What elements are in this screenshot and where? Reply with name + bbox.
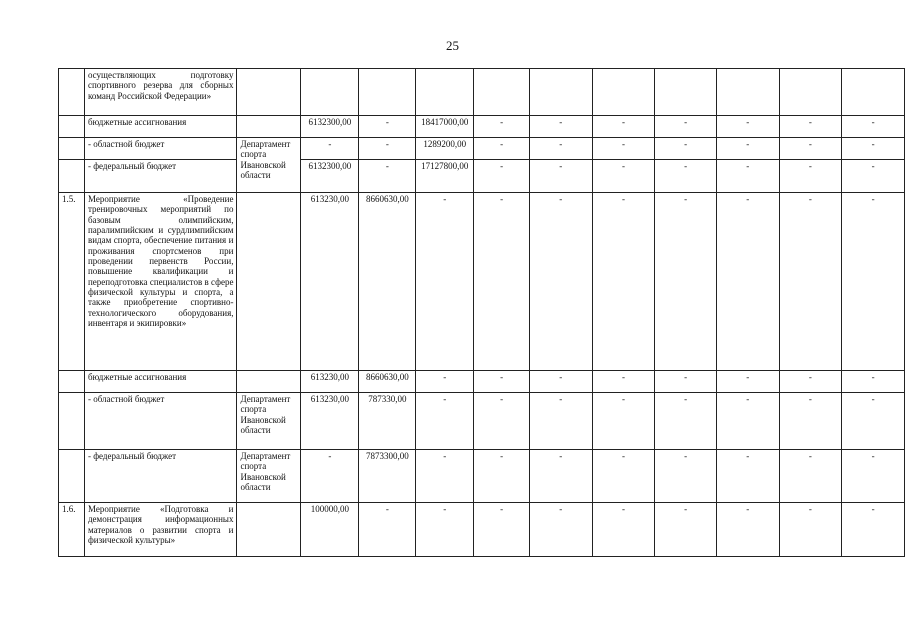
value-cell: - — [655, 160, 717, 193]
value-cell: - — [655, 116, 717, 138]
row-department: Департамент спорта Ивановской области — [237, 393, 301, 450]
row-description: - федеральный бюджет — [84, 160, 237, 193]
page-number: 25 — [446, 38, 459, 53]
value-cell: - — [359, 160, 416, 193]
value-cell: - — [301, 450, 359, 503]
row-number — [59, 116, 85, 138]
value-cell: - — [592, 393, 655, 450]
row-description: бюджетные ассигнования — [84, 371, 237, 393]
value-cell — [529, 69, 592, 116]
value-cell: - — [655, 503, 717, 557]
value-cell: - — [779, 393, 842, 450]
value-cell — [416, 69, 474, 116]
value-cell: - — [716, 371, 779, 393]
value-cell: - — [592, 193, 655, 371]
value-cell: - — [529, 371, 592, 393]
row-description: Мероприятие «Проведение тренировочных мероприятий по базовым олимпийским, паралимпийским и сурдлимпийским видам спорта, обеспечение питания и проживания спортсменов при проведении первенств России, повышение квалификации и переподготовка специалистов в сфере физической культуры и спорта, а также приобретение спортивно-технологического оборудования, инвентаря и экипировки» — [84, 193, 237, 371]
value-cell: - — [474, 450, 530, 503]
value-cell: 6132300,00 — [301, 116, 359, 138]
value-cell: - — [779, 450, 842, 503]
table-row — [59, 160, 905, 193]
value-cell: - — [529, 160, 592, 193]
row-department: Департамент спорта Ивановской области — [237, 450, 301, 503]
value-cell: - — [474, 503, 530, 557]
row-number — [59, 371, 85, 393]
value-cell: - — [779, 116, 842, 138]
value-cell: - — [655, 450, 717, 503]
value-cell: 613230,00 — [301, 393, 359, 450]
table-row — [59, 193, 905, 371]
value-cell: - — [529, 393, 592, 450]
value-cell: - — [592, 371, 655, 393]
row-number — [59, 450, 85, 503]
value-cell: - — [716, 193, 779, 371]
budget-table — [58, 68, 905, 557]
row-number — [59, 69, 85, 116]
value-cell: - — [592, 160, 655, 193]
row-department: Департамент спорта Ивановской области — [237, 138, 301, 193]
row-description: осуществляющих подготовку спортивного резерва для сборных команд Российской Федерации» — [84, 69, 237, 116]
value-cell: - — [779, 160, 842, 193]
row-number — [59, 138, 85, 160]
row-department — [237, 193, 301, 371]
value-cell: - — [716, 450, 779, 503]
value-cell: - — [655, 138, 717, 160]
value-cell: - — [842, 503, 905, 557]
value-cell: 1289200,00 — [416, 138, 474, 160]
value-cell: - — [416, 503, 474, 557]
value-cell: - — [716, 393, 779, 450]
value-cell: - — [474, 138, 530, 160]
row-description: - областной бюджет — [84, 393, 237, 450]
value-cell: - — [529, 138, 592, 160]
value-cell — [474, 69, 530, 116]
value-cell: - — [592, 138, 655, 160]
value-cell: - — [416, 193, 474, 371]
row-department — [237, 371, 301, 393]
value-cell: - — [716, 503, 779, 557]
value-cell: - — [716, 138, 779, 160]
value-cell: - — [359, 503, 416, 557]
row-department — [237, 503, 301, 557]
value-cell: 787330,00 — [359, 393, 416, 450]
table-row — [59, 450, 905, 503]
value-cell: 18417000,00 — [416, 116, 474, 138]
value-cell — [716, 69, 779, 116]
row-description: - областной бюджет — [84, 138, 237, 160]
value-cell: - — [842, 393, 905, 450]
value-cell: 613230,00 — [301, 371, 359, 393]
value-cell: - — [416, 371, 474, 393]
row-description: - федеральный бюджет — [84, 450, 237, 503]
value-cell: - — [842, 160, 905, 193]
row-number: 1.6. — [59, 503, 85, 557]
value-cell: 6132300,00 — [301, 160, 359, 193]
value-cell: - — [842, 116, 905, 138]
value-cell: - — [474, 393, 530, 450]
value-cell — [842, 69, 905, 116]
row-number — [59, 160, 85, 193]
table-row — [59, 371, 905, 393]
value-cell: - — [655, 371, 717, 393]
value-cell: - — [655, 393, 717, 450]
value-cell: - — [592, 450, 655, 503]
value-cell: - — [716, 160, 779, 193]
row-description: бюджетные ассигнования — [84, 116, 237, 138]
table-row — [59, 138, 905, 160]
row-description: Мероприятие «Подготовка и демонстрация информационных материалов о развитии спорта и физической культуры» — [84, 503, 237, 557]
value-cell: 17127800,00 — [416, 160, 474, 193]
value-cell: - — [779, 371, 842, 393]
value-cell: - — [529, 193, 592, 371]
row-department — [237, 69, 301, 116]
row-number — [59, 393, 85, 450]
value-cell: 8660630,00 — [359, 193, 416, 371]
value-cell: - — [529, 116, 592, 138]
value-cell: - — [842, 193, 905, 371]
value-cell: 100000,00 — [301, 503, 359, 557]
value-cell: - — [416, 450, 474, 503]
value-cell: - — [842, 371, 905, 393]
value-cell: - — [359, 116, 416, 138]
value-cell: - — [474, 160, 530, 193]
table-row — [59, 69, 905, 116]
value-cell: 7873300,00 — [359, 450, 416, 503]
row-number: 1.5. — [59, 193, 85, 371]
value-cell: - — [655, 193, 717, 371]
value-cell: - — [474, 116, 530, 138]
value-cell: - — [779, 193, 842, 371]
value-cell: 8660630,00 — [359, 371, 416, 393]
value-cell — [359, 69, 416, 116]
row-department — [237, 116, 301, 138]
value-cell: - — [716, 116, 779, 138]
value-cell — [779, 69, 842, 116]
value-cell: - — [416, 393, 474, 450]
value-cell: - — [779, 503, 842, 557]
value-cell: - — [592, 116, 655, 138]
value-cell: - — [529, 450, 592, 503]
value-cell: - — [529, 503, 592, 557]
value-cell: - — [359, 138, 416, 160]
table-row — [59, 503, 905, 557]
value-cell: - — [474, 193, 530, 371]
table-row — [59, 393, 905, 450]
value-cell — [655, 69, 717, 116]
value-cell: - — [474, 371, 530, 393]
value-cell — [301, 69, 359, 116]
value-cell — [592, 69, 655, 116]
value-cell: - — [842, 450, 905, 503]
value-cell: - — [592, 503, 655, 557]
value-cell: - — [301, 138, 359, 160]
table-row — [59, 116, 905, 138]
value-cell: 613230,00 — [301, 193, 359, 371]
value-cell: - — [842, 138, 905, 160]
value-cell: - — [779, 138, 842, 160]
